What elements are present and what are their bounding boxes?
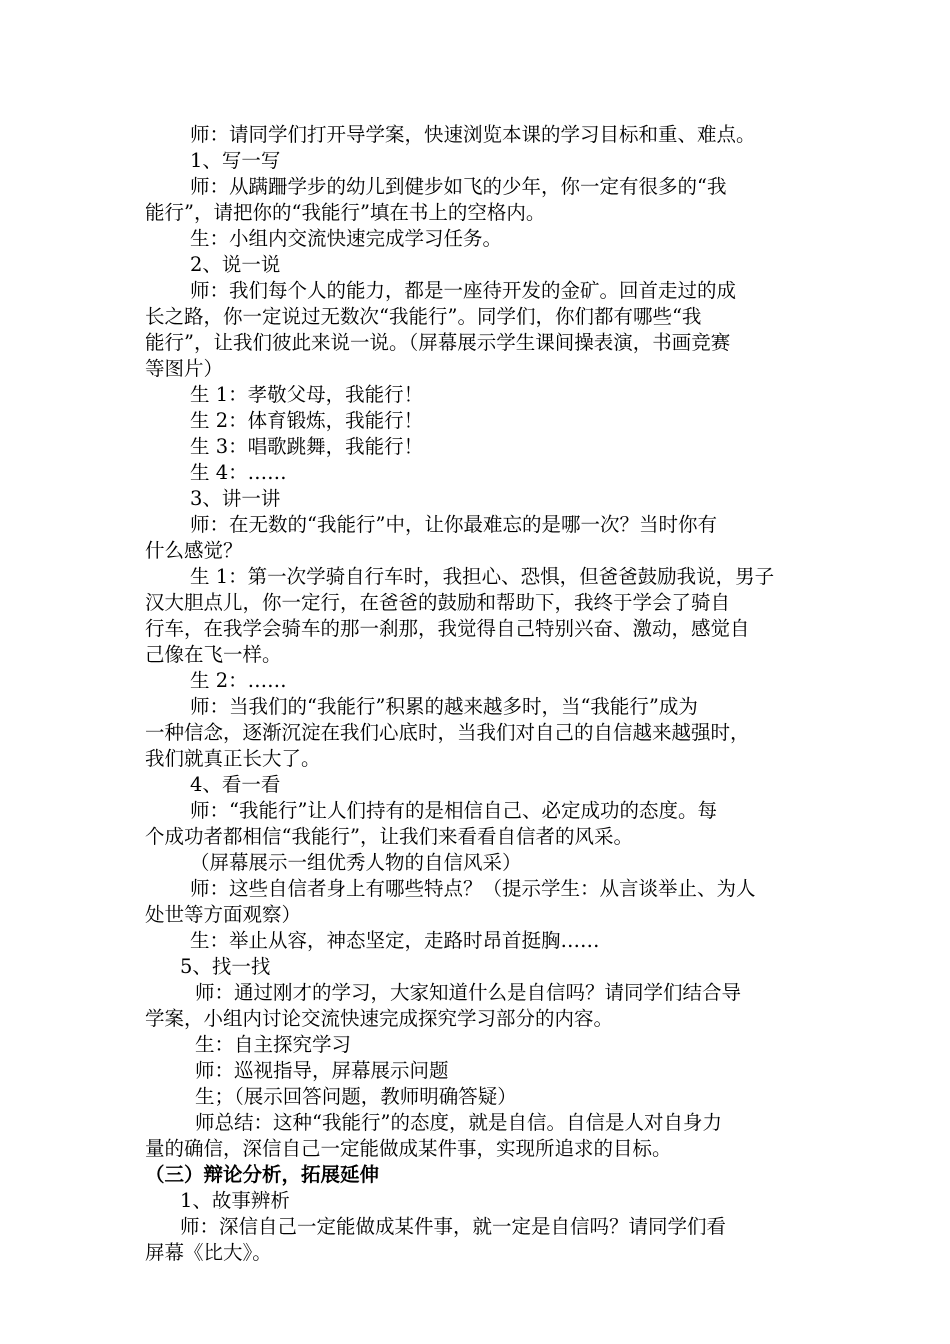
paragraph-line: 生：自主探究学习 bbox=[195, 1033, 352, 1056]
paragraph-line: 师：深信自己一定能做成某件事，就一定是自信吗？请同学们看 bbox=[180, 1215, 727, 1238]
paragraph-line: 生 1：孝敬父母，我能行！ bbox=[190, 383, 424, 406]
paragraph-line: 师：当我们的“我能行”积累的越来越多时，当“我能行”成为 bbox=[190, 695, 698, 718]
paragraph-line: 能行”，让我们彼此来说一说。（屏幕展示学生课间操表演，书画竞赛 bbox=[145, 331, 731, 354]
section-heading: 5、找一找 bbox=[180, 955, 271, 978]
paragraph-line: 生 2：…… bbox=[190, 669, 287, 692]
paragraph-line: 处世等方面观察） bbox=[145, 903, 302, 926]
paragraph-line: 一种信念，逐渐沉淀在我们心底时，当我们对自己的自信越来越强时， bbox=[145, 721, 750, 744]
paragraph-line: 生 4：…… bbox=[190, 461, 287, 484]
paragraph-line: 生 1：第一次学骑自行车时，我担心、恐惧，但爸爸鼓励我说，男子 bbox=[190, 565, 775, 588]
paragraph-line: 师总结：这种“我能行”的态度，就是自信。自信是人对自身力 bbox=[195, 1111, 722, 1134]
section-heading: 2、说一说 bbox=[190, 253, 281, 276]
paragraph-line: 生 3：唱歌跳舞，我能行！ bbox=[190, 435, 424, 458]
paragraph-line: 什么感觉？ bbox=[145, 539, 243, 562]
paragraph-line: 师：在无数的“我能行”中，让你最难忘的是哪一次？当时你有 bbox=[190, 513, 717, 536]
paragraph-line: 师：从蹒跚学步的幼儿到健步如飞的少年，你一定有很多的“我 bbox=[190, 175, 727, 198]
section-heading: 3、讲一讲 bbox=[190, 487, 281, 510]
paragraph-line: 我们就真正长大了。 bbox=[145, 747, 321, 770]
paragraph-line: 能行”，请把你的“我能行”填在书上的空格内。 bbox=[145, 201, 546, 224]
paragraph-line: 学案，小组内讨论交流快速完成探究学习部分的内容。 bbox=[145, 1007, 614, 1030]
paragraph-line: 师：“我能行”让人们持有的是相信自己、必定成功的态度。每 bbox=[190, 799, 717, 822]
paragraph-line: 生 2：体育锻炼，我能行！ bbox=[190, 409, 424, 432]
paragraph-line: 等图片） bbox=[145, 357, 224, 380]
paragraph-line: 师：我们每个人的能力，都是一座待开发的金矿。回首走过的成 bbox=[190, 279, 737, 302]
chapter-heading: （三）辩论分析，拓展延伸 bbox=[145, 1163, 380, 1186]
section-heading: 4、看一看 bbox=[190, 773, 281, 796]
paragraph-line: 屏幕《比大》。 bbox=[145, 1241, 272, 1264]
paragraph-line: 生；（展示回答问题，教师明确答疑） bbox=[195, 1085, 517, 1108]
paragraph-line: 生：举止从容，神态坚定，走路时昂首挺胸…… bbox=[190, 929, 600, 952]
section-heading: 1、写一写 bbox=[190, 149, 281, 172]
paragraph-line: 师：这些自信者身上有哪些特点？（提示学生：从言谈举止、为人 bbox=[190, 877, 756, 900]
paragraph-line: 己像在飞一样。 bbox=[145, 643, 282, 666]
paragraph-line: 量的确信，深信自己一定能做成某件事，实现所追求的目标。 bbox=[145, 1137, 672, 1160]
paragraph-line: 个成功者都相信“我能行”，让我们来看看自信者的风采。 bbox=[145, 825, 633, 848]
section-heading: 1、故事辨析 bbox=[180, 1189, 290, 1212]
paragraph-line: 行车，在我学会骑车的那一刹那，我觉得自己特别兴奋、激动，感觉自 bbox=[145, 617, 750, 640]
paragraph-line: 汉大胆点儿，你一定行，在爸爸的鼓励和帮助下，我终于学会了骑自 bbox=[145, 591, 731, 614]
paragraph-line: 生：小组内交流快速完成学习任务。 bbox=[190, 227, 503, 250]
paragraph-line: 长之路，你一定说过无数次“我能行”。同学们，你们都有哪些“我 bbox=[145, 305, 702, 328]
paragraph-line: 师：巡视指导，屏幕展示问题 bbox=[195, 1059, 449, 1082]
paragraph-line: （屏幕展示一组优秀人物的自信风采） bbox=[190, 851, 522, 874]
paragraph-line: 师：请同学们打开导学案，快速浏览本课的学习目标和重、难点。 bbox=[190, 123, 756, 146]
paragraph-line: 师：通过刚才的学习，大家知道什么是自信吗？请同学们结合导 bbox=[195, 981, 742, 1004]
